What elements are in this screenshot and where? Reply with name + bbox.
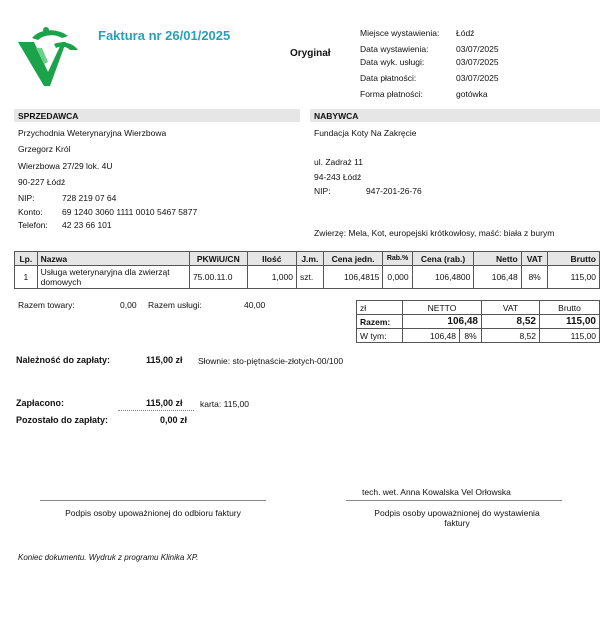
seller-nip-label: NIP:: [18, 193, 35, 203]
meta-value: 03/07/2025: [456, 57, 499, 67]
cell-disc-price: 106,4800: [412, 266, 474, 289]
col-unit-price: Cena jedn.: [323, 252, 383, 266]
col-netto: Netto: [474, 252, 521, 266]
buyer-heading: NABYWCA: [310, 109, 600, 122]
seller-street: Wierzbowa 27/29 lok. 4U: [18, 161, 113, 171]
table-row: [15, 266, 600, 289]
footer-note: Koniec dokumentu. Wydruk z programu Klinika XP.: [18, 553, 199, 562]
due-label: Należność do zapłaty:: [16, 355, 111, 365]
seller-person: Grzegorz Król: [18, 144, 71, 154]
meta-value: Łódź: [456, 28, 475, 38]
cell-unit-price: 106,4815: [323, 266, 383, 289]
sum-brutto-header: Brutto: [540, 301, 600, 315]
meta-label: Forma płatności:: [360, 89, 423, 99]
col-disc-price: Cena (rab.): [412, 252, 474, 266]
meta-label: Miejsce wystawienia:: [360, 28, 440, 38]
meta-value: 03/07/2025: [456, 73, 499, 83]
original-label: Oryginał: [290, 48, 331, 59]
paid-label: Zapłacono:: [16, 398, 65, 408]
meta-label: Data płatności:: [360, 73, 417, 83]
amount-in-words: Słownie: sto-piętnaście-złotych-00/100: [198, 356, 344, 366]
col-brutto: Brutto: [548, 252, 600, 266]
col-discount: Rab.%: [383, 252, 412, 266]
sum-incl-label: W tym:: [357, 329, 403, 343]
cell-lp: 1: [15, 266, 38, 289]
cell-vat: 8%: [521, 266, 548, 289]
sum-incl-netto: 106,48: [403, 329, 460, 343]
items-table: [14, 251, 600, 289]
services-total-label: Razem usługi:: [148, 300, 202, 310]
invoice-title: Faktura nr 26/01/2025: [98, 28, 231, 43]
seller-account: 69 1240 3060 1111 0010 5467 5877: [62, 207, 198, 217]
buyer-nip: 947-201-26-76: [366, 186, 422, 196]
sum-total-vat: 8,52: [482, 315, 540, 329]
cell-unit: szt.: [296, 266, 323, 289]
goods-total-label: Razem towary:: [18, 300, 75, 310]
sum-incl-brutto: 115,00: [540, 329, 600, 343]
animal-info: Zwierzę: Mela, Kot, europejski krótkowłosy, maść: biała z burym: [314, 228, 555, 238]
sum-currency: zł: [357, 301, 403, 315]
meta-label: Data wyk. usługi:: [360, 57, 425, 67]
issuer-signature-caption: Podpis osoby upoważnionej do wystawienia faktury: [374, 508, 540, 528]
seller-city: 90-227 Łódź: [18, 177, 66, 187]
meta-value: gotówka: [456, 89, 488, 99]
paid-value: 115,00 zł: [146, 398, 183, 408]
cell-name: Usługa weterynaryjna dla zwierząt domowych: [37, 266, 189, 289]
seller-phone-label: Telefon:: [18, 220, 48, 230]
cell-discount: 0,000: [383, 266, 412, 289]
receiver-signature-line: [40, 500, 266, 501]
sum-netto-header: NETTO: [403, 301, 482, 315]
sum-incl-vat: 8,52: [482, 329, 540, 343]
buyer-name: Fundacja Koty Na Zakręcie: [314, 128, 417, 138]
sum-total-netto: 106,48: [403, 315, 482, 329]
paid-divider: [118, 410, 194, 411]
buyer-street: ul. Zadraż 11: [314, 157, 363, 167]
sum-vat-header: VAT: [482, 301, 540, 315]
buyer-city: 94-243 Łódź: [314, 172, 362, 182]
summary-table: [356, 300, 600, 343]
cell-qty: 1,000: [247, 266, 296, 289]
issuer-signature-line: [346, 500, 562, 501]
buyer-nip-label: NIP:: [314, 186, 331, 196]
sum-total-brutto: 115,00: [540, 315, 600, 329]
meta-label: Data wystawienia:: [360, 44, 429, 54]
col-name: Nazwa: [37, 252, 189, 266]
seller-phone: 42 23 66 101: [62, 220, 112, 230]
seller-account-label: Konto:: [18, 207, 43, 217]
paid-method: karta: 115,00: [200, 399, 249, 409]
remaining-label: Pozostało do zapłaty:: [16, 415, 109, 425]
remaining-value: 0,00 zł: [160, 415, 188, 425]
col-pkwiu: PKWiU/CN: [189, 252, 247, 266]
col-qty: Ilość: [247, 252, 296, 266]
col-vat: VAT: [521, 252, 548, 266]
services-total-value: 40,00: [244, 300, 266, 310]
cell-brutto: 115,00: [548, 266, 600, 289]
meta-value: 03/07/2025: [456, 44, 499, 54]
seller-nip: 728 219 07 64: [62, 193, 117, 203]
clinic-logo: [14, 24, 82, 88]
issuer-name: tech. wet. Anna Kowalska Vel Orłowska: [362, 487, 511, 497]
due-value: 115,00 zł: [146, 355, 183, 365]
receiver-signature-caption: Podpis osoby upoważnionej do odbioru faktury: [65, 508, 241, 518]
cell-pkwiu: 75.00.11.0: [189, 266, 247, 289]
goods-total-value: 0,00: [120, 300, 137, 310]
col-unit: J.m.: [296, 252, 323, 266]
sum-incl-rate: 8%: [460, 329, 482, 343]
seller-heading: SPRZEDAWCA: [14, 109, 300, 122]
seller-name: Przychodnia Weterynaryjna Wierzbowa: [18, 128, 167, 138]
cell-netto: 106,48: [474, 266, 521, 289]
sum-total-label: Razem:: [357, 315, 403, 329]
col-lp: Lp.: [15, 252, 38, 266]
